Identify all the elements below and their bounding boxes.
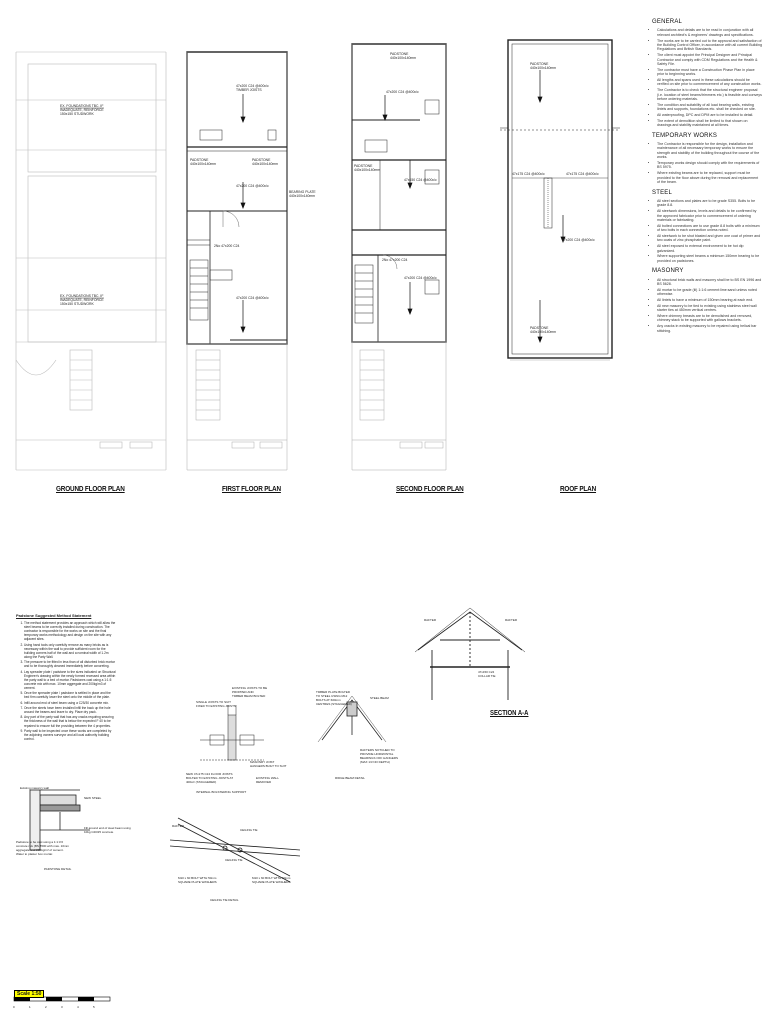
roof-padstone-1: PADSTONE 440x100x140mm — [530, 62, 557, 70]
steel-heading: STEEL — [652, 189, 673, 196]
ceiling-tie-detail-title: CEILING TIE DETAIL — [210, 898, 239, 902]
general-note: • The Contractor is to check that the structural engineer proposal (i.e. location of steel beams/trimmers etc.) is feasible and conveys before ordering materials. — [657, 88, 762, 101]
method-step: 1. The method statement provides an approach which will allow the steel beams to be correctly installed during construction. The contractor is responsible for the works on site and the final temporary works methodology and design on the site with any adjacent sites. — [24, 621, 116, 641]
steel-beam-label: STEEL BEAM — [370, 696, 389, 700]
rafter-label-left: RAFTER — [424, 618, 436, 622]
method-step: 8. Any part of the party wall that has any cracks requiring securing the thickness of the wall that is below the expected F 40 to be repaired to ensure full the providing between the 4 properties. — [24, 715, 116, 727]
steel-note: • All steelwork to be shot blasted and given one coat of primer and two coats of zinc phosphate paint. — [657, 234, 762, 243]
padstone-detail-title: PADSTONE DETAIL — [44, 867, 72, 871]
ceiling-tie-label-1: CEILING TIE — [240, 828, 258, 832]
ridge-beam-title: RIDGE BEAM DETAIL — [335, 776, 365, 780]
steel-note: • All steel exposed to external environment to be hot dip galvanized. — [657, 244, 762, 253]
general-note: • Calculations and details are to be read in conjunction with all relevant architect's & engineers' drawings and specifications. — [657, 28, 762, 37]
scale-label: Scale 1:50 — [14, 990, 44, 998]
general-note: • The condition and suitability of all load bearing walls, existing lintels and supports, foundations etc. shall be checked on site. — [657, 103, 762, 112]
steel-note: • Where supporting steel beams a minimum 150mm bearing to be provided on padstones. — [657, 254, 762, 263]
general-heading: GENERAL — [652, 19, 683, 25]
scale-tick: 2 — [45, 1005, 47, 1009]
beam-fill-note: Fill around end of steel beam using 10kg C20/25 concrete — [84, 826, 131, 834]
padstone-note: Padstone to be cast using a 1:1:3:6 concrete mix (BS 8500 with max. 10mm aggregate and 200kg/m³ of cement. Water to plaster box mortar. — [16, 840, 70, 856]
method-step: 6. Infill around end of steel beam using a C25/30 concrete mix. — [24, 701, 116, 705]
timber-plate-label: TIMBER PLATE BOLTED TO STEEL USING M12 BOLTS AT 600mm CENTRES (STAGGERED) — [316, 690, 352, 706]
second-padstone-2: PADSTONE 440x100x140mm — [354, 164, 381, 172]
steel-note: • All steelwork dimensions, levels and details to be confirmed by the approved fabricator prior to commencement of ordering materials or fabricating. — [657, 209, 762, 222]
first-padstone-1: PADSTONE 440x100x140mm — [190, 158, 217, 166]
roof-plan-title: ROOF PLAN — [560, 484, 597, 493]
ground-foundation-note-2: EX. FOUNDATIONS TBC. IF INADEQUATE, REINFORCE 150x150 STUDWORK — [60, 294, 104, 306]
method-statement-title: Padstone Suggested Method Statement — [16, 613, 92, 618]
bolt-label-1: M10 x 60 BOLT WITH 50mm SQUARE PLATE WASHERS — [178, 876, 217, 884]
notched-rafter-label: RAFTERS NOTCHED TO PROVIDE HORIZONTAL BEARINGS OFF HANGERS (MAX 1/3 NO DEPTH) — [360, 748, 399, 764]
ceiling-tie-label-2: CEILING TIE — [225, 858, 243, 862]
general-note: • The works are to be carried out to the approval and satisfaction of the Building Control Officer, in accordance with all current Building Regulations and British Standards. — [657, 39, 762, 52]
method-step: 9. Party wall to be inspected once these works are completed by the adjoining owners surveyor and all local authority building control. — [24, 729, 116, 741]
second-trimmer-label: 2No 47x200 C24 — [382, 258, 408, 262]
roof-rafter-label-1: 47x175 C24 @400c/c — [512, 172, 545, 176]
scale-tick: 1 — [29, 1005, 31, 1009]
temporary-works-note: • The Contractor is responsible for the design, installation and maintenance of all necessary temporary works to ensure the strength and stability of the building throughout the course of the works. — [657, 142, 762, 160]
method-statement — [16, 614, 116, 742]
first-joist-label-1: 47x200 C24 @400c/c TIMBER JOISTS — [236, 84, 269, 92]
existing-joists-label: EXISTING JOISTS TO BE PROPPED AND TIMBER BEAM BOLTED — [232, 686, 268, 698]
scale-tick: 3 — [61, 1005, 63, 1009]
temporary-works-note: • Where existing beams are to be replaced, support must be provided to the floor above during the removal and replacement of the beam. — [657, 171, 762, 184]
new-joist-label: NEW 47x175 C24 FLOOR JOISTS BOLTED TO EXISTING JOISTS AT 400c/c (STAGGERED) — [186, 772, 234, 784]
notes-panel — [652, 14, 762, 334]
method-step: 3. The pressure to be fitted in less than of all disturbed brick mortar and to be thoroughly cleaned immediately before concreting. — [24, 660, 116, 668]
second-joist-label-1: 47x200 C24 @400c/c — [386, 90, 419, 94]
wall-removed-label: EXISTING WALL REMOVED — [256, 776, 279, 784]
roof-plan — [500, 40, 620, 360]
second-floor-plan-title: SECOND FLOOR PLAN — [396, 484, 464, 493]
method-step: 5. Once the spreader plate / padstone is settled in place and the bed firm carefully lower the steel onto the middle of the plate. — [24, 691, 116, 699]
roof-ridge-label: 47x200 C24 @400c/c — [562, 238, 595, 242]
method-step: 4. Lay spreader plate / padstone to the sizes indicated on Structural Engineer's drawing within the newly formed recessed area within the party wall to a bed of mortar. Padstones cast using a 1:1:5 concrete mix with max. 10mm aggregate and 200kg/m3 of cement. — [24, 670, 116, 690]
temporary-works-note: • Temporary works design should comply with the requirements of BS 5975. — [657, 161, 762, 170]
general-note: • The client must appoint the Principal Designer and Principal Contractor and comply with CDM Regulations and the Health & Safety File. — [657, 53, 762, 66]
ceiling-tie-detail — [170, 818, 300, 882]
ground-foundation-note-1: EX. FOUNDATIONS TBC. IF INADEQUATE, REINFORCE 150x150 STUDWORK — [60, 104, 104, 116]
masonry-note: • All new masonry to be tied to existing using stainless steel wall starter ties at 450mm vertical centres. — [657, 304, 762, 313]
first-joist-label-2: 47x200 C24 @400c/c — [236, 184, 269, 188]
section-title: SECTION A-A — [490, 710, 529, 717]
scale-tick: 5 — [93, 1005, 95, 1009]
masonry-note: • Any cracks in existing masonry to be repaired using helical bar stitching. — [657, 324, 762, 333]
ceiling-rafter-label: RAFTER — [172, 824, 184, 828]
steel-note: • All bolted connections are to use grade 8.8 bolts with a minimum of two bolts in each connection unless noted. — [657, 224, 762, 233]
second-floor-plan — [352, 44, 446, 470]
first-padstone-2: PADSTONE 440x100x140mm — [252, 158, 279, 166]
second-padstone-1: PADSTONE 440x100x140mm — [390, 52, 417, 60]
second-joist-label-3: 47x200 C24 @400c/c — [404, 276, 437, 280]
masonry-note: • All mortar to be grade (iii) 1:1:6 cement:lime:sand unless noted otherwise. — [657, 288, 762, 297]
method-step: 2. Using hand tools only carefully remove as many bricks as is necessary within the wall to provide sufficient room for the building corners half of the wall and a nominal width of 1.2m along the Party Wall. — [24, 643, 116, 659]
first-floor-plan — [187, 52, 287, 470]
existing-wall-label: Existing masonry wall — [20, 786, 49, 790]
method-step: 7. Once the steels have been installed infill the back up the hole around the beams and leave to dry. Place dry pack. — [24, 706, 116, 714]
general-note: • All lengths and spans used in these calculations should be verified on site prior to commencement of any construction works. — [657, 78, 762, 87]
masonry-heading: MASONRY — [652, 268, 684, 275]
steel-note: • All steel sections and plates are to be grade S355. Bolts to be grade 8.8. — [657, 199, 762, 208]
roof-padstone-2: PADSTONE 440x100x140mm — [530, 326, 557, 334]
temporary-works-heading: TEMPORARY WORKS — [652, 132, 718, 139]
roof-rafter-label-2: 47x175 C24 @400c/c — [566, 172, 599, 176]
internal-wall-title: INTERNAL BOLSTERING SUPPORT — [196, 790, 247, 794]
new-steel-label: NEW STEEL — [84, 796, 102, 800]
internal-wall-detail — [200, 705, 264, 760]
ground-floor-plan-title: GROUND FLOOR PLAN — [56, 484, 125, 493]
first-joist-label-3: 47x200 C24 @400c/c — [236, 296, 269, 300]
single-joist-label: SINGLE JOISTS TO SUIT FIXED TO EXISTING JOISTS — [196, 700, 236, 708]
rafter-label-right: RAFTER — [505, 618, 517, 622]
collar-tie-label: 47x150 C24 COLLAR TIE — [478, 670, 496, 678]
second-joist-label-2: 47x150 C24 @400c/c — [404, 178, 437, 182]
masonry-note: • All lintels to have a minimum of 150mm bearing at each end. — [657, 298, 762, 302]
masonry-note: • All structural brick walls and masonry shall be to BS EN 1996 and BS 5628. — [657, 278, 762, 287]
first-floor-plan-title: FIRST FLOOR PLAN — [222, 484, 281, 493]
first-trimmer-label: 2No 47x200 C24 — [214, 244, 240, 248]
first-bearing-plate: BEARING PLATE 440x100x140mm — [289, 190, 316, 198]
masonry-note: • Where chimney breasts are to be demolished and removed, chimney stack to be supported with gallows brackets. — [657, 314, 762, 323]
hanger-label: MASONRY JOIST HANGERS BUILT TO SUIT — [250, 760, 287, 768]
general-note: • All waterproofing, DPC and DPM are to be installed to detail. — [657, 113, 762, 117]
bolt-label-2: M10 x 60 BOLT WITH 50mm SQUARE PLATE WASHERS — [252, 876, 291, 884]
general-note: • The contractor must have a Construction Phase Plan in place prior to beginning works. — [657, 68, 762, 77]
scale-tick: 4 — [77, 1005, 79, 1009]
general-note: • The extent of demolition shall be limited to that shown on drawings and stability maintained at all times. — [657, 119, 762, 128]
scale-tick: 0 — [13, 1005, 15, 1009]
